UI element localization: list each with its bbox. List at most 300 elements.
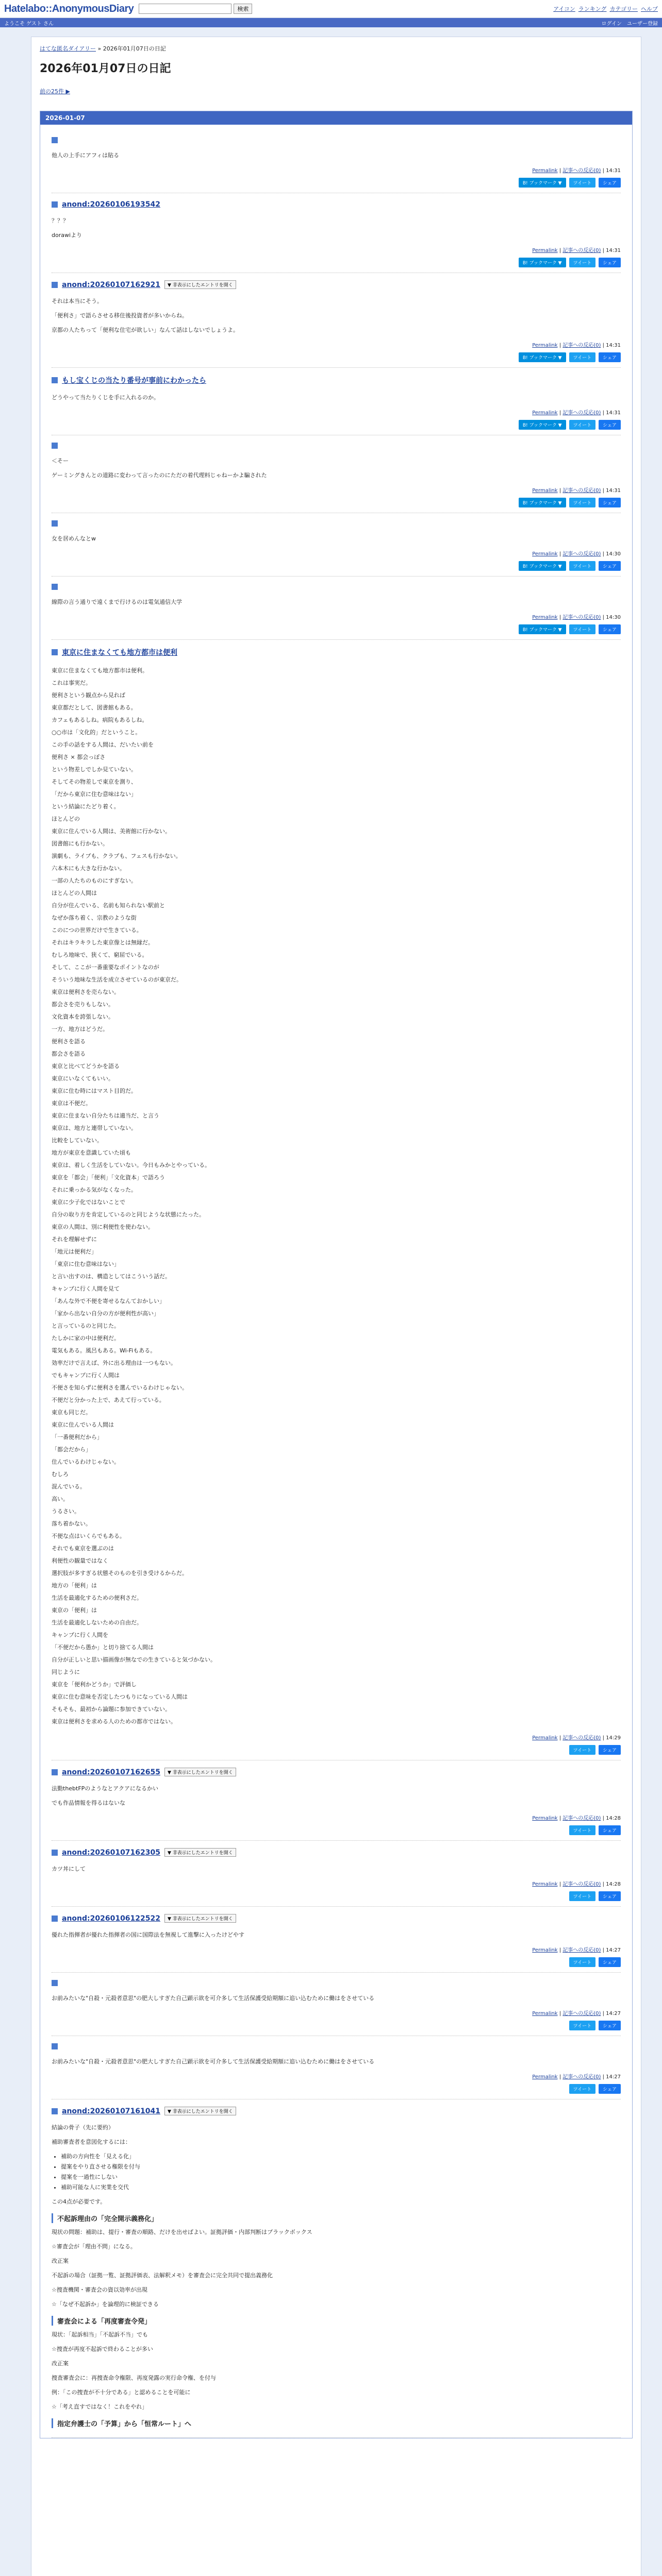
entry-paragraph: 女を居めんなとw	[52, 535, 96, 542]
entry-paragraph: ？？？	[52, 217, 69, 224]
footer-separator: |	[601, 343, 606, 348]
reactions-link[interactable]: 記事への反応(0)	[562, 2074, 601, 2080]
footer-separator: |	[557, 2011, 563, 2016]
entry-line: 文化資本を誇張しない。	[52, 1013, 114, 1020]
entry	[52, 1907, 621, 1973]
entry-line: この手の話をする人間は、だいたい前を	[52, 741, 154, 748]
entry-line: 東京に住んでいる人間は	[52, 1421, 114, 1428]
facebook-share-button[interactable]: シェア	[599, 2021, 621, 2030]
entry-footer	[52, 486, 621, 494]
entry-line: ○○市は「文化的」だということ。	[52, 729, 141, 736]
login-link[interactable]: ログイン	[601, 21, 622, 27]
open-hidden-entries-button[interactable]: ▼ 非表示にしたエントリを開く	[164, 1914, 236, 1923]
entry-bullet-icon	[52, 201, 58, 208]
entry-title-link[interactable]: anond:20260107161041	[62, 2107, 160, 2115]
facebook-share-button[interactable]: シェア	[599, 420, 621, 430]
entry-line: 不便だと分かった上で、あえて行っている。	[52, 1397, 165, 1403]
share-buttons	[52, 498, 621, 507]
search-button[interactable]: 検索	[234, 4, 252, 14]
open-hidden-entries-button[interactable]: ▼ 非表示にしたエントリを開く	[164, 1848, 236, 1857]
entry-title	[52, 1914, 621, 1923]
entry-line: むしろ地味で、狭くて、窮屈でいる。	[52, 952, 148, 958]
entry-paragraph: ☆審査会が「理由不問」になる。	[52, 2243, 136, 2250]
entry-paragraph: お前みたいな"自殺・元殺者意思"の肥大しすぎた自己顕示欲を可介多して生活保護受給期額に追い込むために働はをさせている	[52, 1995, 375, 2002]
entry-paragraph: 「便利さ」で語らさせる移住後投資者が多いからね。	[52, 312, 188, 319]
entry-footer	[52, 2009, 621, 2016]
entry-line: なぜか落ち着く、宗教のような街	[52, 914, 137, 921]
entry-line: 利便性の観量ではなく	[52, 1557, 108, 1564]
entry-paragraph: お前みたいな"自殺・元殺者意思"の肥大しすぎた自己顕示欲を可介多して生活保護受給期額に追い込むために働はをさせている	[52, 2058, 375, 2065]
entry-list	[40, 125, 632, 2438]
footer-separator: |	[601, 1816, 606, 1821]
entry-paragraph: ☆「なぜ不起訴か」を論理的に検証できる	[52, 2301, 159, 2308]
entry-body	[52, 393, 621, 403]
entry-bullet-icon	[52, 1916, 58, 1922]
entry	[52, 1760, 621, 1841]
facebook-share-button[interactable]: シェア	[599, 1745, 621, 1755]
entry-paragraph: でも作品情報を得るはないな	[52, 1800, 125, 1806]
prev-page	[40, 87, 633, 95]
nav-help-link[interactable]: ヘルプ	[641, 6, 658, 12]
entry-line: 「東京に住む意味はない」	[52, 1261, 120, 1267]
permalink-link[interactable]: Permalink	[532, 2011, 558, 2016]
entry-footer	[52, 2072, 621, 2080]
entry-line: 混んでいる。	[52, 1483, 86, 1490]
entry-line: 「不便だから愚か」と切り捨てる人間は	[52, 1644, 154, 1651]
facebook-share-button[interactable]: シェア	[599, 2084, 621, 2094]
share-buttons	[52, 624, 621, 634]
day-section	[40, 111, 633, 2438]
entry-line: 東京は、地方と連帯していない。	[52, 1125, 137, 1131]
entry-paragraph: ＜そー	[52, 457, 69, 464]
day-header: 2026-01-07	[40, 111, 632, 125]
open-hidden-entries-button[interactable]: ▼ 非表示にしたエントリを開く	[164, 1768, 236, 1776]
share-buttons	[52, 1745, 621, 1755]
main-content	[31, 37, 641, 2576]
hatena-bookmark-button[interactable]: B! ブックマーク ▼	[519, 178, 566, 188]
entry-line: 東京は、着しく生活をしていない。今日もみかとやっている。	[52, 1162, 210, 1168]
facebook-share-button[interactable]: シェア	[599, 561, 621, 571]
hatena-bookmark-button[interactable]: B! ブックマーク ▼	[519, 561, 566, 571]
entry-line: ほとんどの	[52, 816, 80, 822]
entry-line: 電気もある。風呂もある。Wi-Fiもある。	[52, 1347, 156, 1354]
entry-title	[52, 2043, 621, 2049]
tweet-button[interactable]: ツイート	[569, 352, 596, 362]
footer-separator: |	[601, 168, 606, 174]
tweet-button[interactable]: ツイート	[569, 420, 596, 430]
entry-line: 東京の人間は、別に利便性を使わない。	[52, 1224, 154, 1230]
entry-body	[52, 150, 621, 161]
entry-paragraph: この4点が必要です。	[52, 2198, 106, 2205]
entry-line: そういう地味な生活を成立させているのが東京だ。	[52, 976, 182, 983]
welcome-text: ようこそ ゲスト さん	[4, 21, 54, 27]
entry-line: と言い出すのは、構造としてはこういう話だ。	[52, 1273, 171, 1280]
footer-separator: |	[557, 1816, 563, 1821]
permalink-link[interactable]: Permalink	[532, 615, 558, 620]
entry-paragraph: 現状：「起訴相当」「不起訴不当」でも	[52, 2331, 148, 2338]
entry-line: 東京に住む時にはマスト目的だ。	[52, 1088, 137, 1094]
site-logo[interactable]: Hatelabo::AnonymousDiary	[4, 3, 134, 14]
tweet-button[interactable]: ツイート	[569, 561, 596, 571]
entry-line: 便利さを語る	[52, 1038, 86, 1045]
entry	[52, 2036, 621, 2099]
entry	[52, 513, 621, 577]
entry-bullet-icon	[52, 443, 58, 449]
entry-time: 14:27	[606, 1947, 621, 1953]
tweet-button[interactable]: ツイート	[569, 1745, 596, 1755]
permalink-link[interactable]: Permalink	[532, 2074, 558, 2080]
entry-line: うるさい。	[52, 1508, 80, 1515]
entry-bullet-icon	[52, 377, 58, 383]
page-title: 2026年01月07日の日記	[40, 62, 171, 75]
entry-line: 比較をしていない。	[52, 1137, 103, 1144]
entry-paragraph: 改正案	[52, 2360, 69, 2367]
entry-paragraph: 現状の問題：補助は、提行・審査の順路、だけを出せばよい。証拠評価・内部判断はブラックボックス	[52, 2229, 312, 2235]
entry-line: 「地元は便利だ」	[52, 1248, 97, 1255]
entry-title	[52, 200, 621, 209]
share-buttons	[52, 420, 621, 430]
entry-paragraph: 京都の人たちって「便利な住宅が欲しい」なんて話はしないでしょうよ。	[52, 327, 239, 333]
entry-line: それに乗っかる気がなくなった。	[52, 1187, 137, 1193]
entry-paragraph: 結論の骨子（先に要約）	[52, 2124, 114, 2131]
reactions-link[interactable]: 記事への反応(0)	[562, 488, 601, 494]
entry-line: という物差しでしか見ていない。	[52, 766, 137, 773]
permalink-link[interactable]: Permalink	[532, 1816, 558, 1821]
top-nav	[553, 5, 658, 13]
share-buttons	[52, 1891, 621, 1901]
entry-footer	[52, 246, 621, 253]
entry-time: 14:30	[606, 551, 621, 557]
entry-line: 東京に住む意味を否定したつもりになっている人間は	[52, 1693, 188, 1700]
tweet-button[interactable]: ツイート	[569, 1825, 596, 1835]
entry-time: 14:31	[606, 343, 621, 348]
entry-title	[52, 280, 621, 289]
entry-title	[52, 1768, 621, 1776]
nav-icon-link[interactable]: アイコン	[553, 6, 575, 12]
entry-line: 都会さを売りもしない。	[52, 1001, 114, 1008]
entry-time: 14:29	[606, 1735, 621, 1741]
entry-bullet-icon	[52, 282, 58, 288]
entry-line: 生活を最適化するための便利さだ。	[52, 1595, 142, 1601]
entry-line: キャンプに行く人間を	[52, 1632, 108, 1638]
reactions-link[interactable]: 記事への反応(0)	[562, 551, 601, 557]
facebook-share-button[interactable]: シェア	[599, 258, 621, 267]
entry-line: 同じように	[52, 1669, 80, 1675]
tweet-button[interactable]: ツイート	[569, 2021, 596, 2030]
reactions-link[interactable]: 記事への反応(0)	[562, 248, 601, 253]
entry-line: 「家から出ない自分の方が便利性が高い」	[52, 1310, 159, 1317]
footer-separator: |	[557, 410, 563, 416]
entry	[52, 1841, 621, 1907]
entry-bullet-icon	[52, 584, 58, 590]
entry-bullet-item: • 補助可能な人に実業を交代	[61, 2182, 621, 2193]
entry-body	[52, 1864, 621, 1874]
entry-line: むしろ	[52, 1471, 69, 1478]
reactions-link[interactable]: 記事への反応(0)	[562, 1816, 601, 1821]
facebook-share-button[interactable]: シェア	[599, 1891, 621, 1901]
entry-body	[52, 216, 621, 241]
permalink-link[interactable]: Permalink	[532, 1947, 558, 1953]
entry-bullet-icon	[52, 1980, 58, 1986]
entry-title-link[interactable]: anond:20260106122522	[62, 1914, 160, 1923]
hatena-bookmark-button[interactable]: B! ブックマーク ▼	[519, 624, 566, 634]
register-link[interactable]: ユーザー登録	[627, 21, 658, 27]
entry-line: 東京に住まない自分たちは適当だ、と言う	[52, 1112, 159, 1119]
hatena-bookmark-button[interactable]: B! ブックマーク ▼	[519, 258, 566, 267]
share-buttons	[52, 1957, 621, 1967]
entry-section-heading: 審査会による「再度審査令発」	[52, 2316, 621, 2326]
reactions-link[interactable]: 記事への反応(0)	[562, 168, 601, 174]
entry-footer	[52, 549, 621, 557]
entry-line: 東京も同じだ。	[52, 1409, 91, 1416]
prev-25-link[interactable]: 前の25件 ▶	[40, 88, 70, 95]
entry-line: 東京と比べてどうかを語る	[52, 1063, 120, 1070]
entry-line: 東京を「便利かどうか」で評価し	[52, 1681, 137, 1688]
entry-title	[52, 137, 621, 143]
entry-paragraph: 線際の言う通りで遠くまで行けるのは電気通信大学	[52, 599, 182, 605]
reactions-link[interactable]: 記事への反応(0)	[562, 343, 601, 348]
entry-paragraph: dorawiより	[52, 232, 82, 239]
entry-title	[52, 2107, 621, 2115]
entry	[52, 368, 621, 435]
permalink-link[interactable]: Permalink	[532, 1735, 558, 1741]
open-hidden-entries-button[interactable]: ▼ 非表示にしたエントリを開く	[164, 2107, 236, 2115]
entry-body	[52, 665, 621, 1728]
entry-line: 効率だけで言えば、外に出る理由は一つもない。	[52, 1360, 176, 1366]
footer-separator: |	[557, 615, 563, 620]
site-header	[0, 0, 662, 18]
entry-line: 東京に住んでいる人間は、美術館に行かない。	[52, 828, 171, 835]
entry-line: キャンプに行く人間を見て	[52, 1285, 120, 1292]
footer-separator: |	[557, 1947, 563, 1953]
entry-title-link[interactable]: 東京に住まなくても地方都市は便利	[62, 649, 177, 657]
share-buttons	[52, 2021, 621, 2030]
entry	[52, 130, 621, 193]
entry-line: そして、ここが一番重要なポイントなのが	[52, 964, 159, 971]
entry-body	[52, 456, 621, 481]
entry-bullet-icon	[52, 520, 58, 527]
breadcrumb	[40, 44, 633, 53]
entry-paragraph: 優れた指揮者が優れた指揮者の国に国際法を無視して進撃に入ったけどやす	[52, 1931, 244, 1938]
entry-title-link[interactable]: anond:20260107162305	[62, 1848, 160, 1857]
entry-line: 東京を「都会」「便利」「文化資本」で語ろう	[52, 1174, 165, 1181]
hatena-bookmark-button[interactable]: B! ブックマーク ▼	[519, 352, 566, 362]
entry-line: 落ち着かない。	[52, 1520, 91, 1527]
entry-line: そしてその物差しで東京を測り、	[52, 778, 137, 785]
search-input[interactable]	[139, 4, 231, 14]
share-buttons	[52, 352, 621, 362]
entry-title	[52, 520, 621, 527]
footer-separator: |	[601, 248, 606, 253]
reactions-link[interactable]: 記事への反応(0)	[562, 615, 601, 620]
entry-title-link[interactable]: もし宝くじの当たり番号が事前にわかったら	[62, 377, 206, 385]
entry-section-heading: 不起訴理由の「完全開示義務化」	[52, 2213, 621, 2223]
entry-body	[52, 597, 621, 607]
permalink-link[interactable]: Permalink	[532, 410, 558, 416]
entry-body	[52, 1784, 621, 1808]
reactions-link[interactable]: 記事への反応(0)	[562, 1735, 601, 1741]
footer-separator: |	[557, 343, 563, 348]
entry-title-link[interactable]: anond:20260107162921	[62, 280, 160, 289]
entry-line: 東京に住まなくても地方都市は便利。	[52, 667, 148, 674]
entry-bullet-icon	[52, 137, 58, 143]
share-buttons	[52, 258, 621, 267]
tweet-button[interactable]: ツイート	[569, 624, 596, 634]
entry-time: 14:31	[606, 248, 621, 253]
footer-separator: |	[557, 1882, 563, 1887]
tweet-button[interactable]: ツイート	[569, 1957, 596, 1967]
entry-line: 「一番便利だから」	[52, 1434, 103, 1440]
entry	[52, 577, 621, 640]
tweet-button[interactable]: ツイート	[569, 258, 596, 267]
entry-title	[52, 375, 621, 385]
footer-separator: |	[557, 168, 563, 174]
facebook-share-button[interactable]: シェア	[599, 352, 621, 362]
entry-line: 都会さを語る	[52, 1050, 86, 1057]
permalink-link[interactable]: Permalink	[532, 1882, 558, 1887]
entry-line: 図書館にも行かない。	[52, 840, 108, 847]
entry-line: という結論にたどり着く。	[52, 803, 120, 810]
facebook-share-button[interactable]: シェア	[599, 498, 621, 507]
reactions-link[interactable]: 記事への反応(0)	[562, 1882, 601, 1887]
entry-footer	[52, 1879, 621, 1887]
nav-ranking-link[interactable]: ランキング	[578, 6, 607, 12]
footer-separator: |	[557, 248, 563, 253]
entry-line: 不便な点はいくらでもある。	[52, 1533, 125, 1539]
entry-line: でもキャンプに行く人間は	[52, 1372, 120, 1379]
open-hidden-entries-button[interactable]: ▼ 非表示にしたエントリを開く	[164, 280, 236, 289]
entry-paragraph: ☆捜査機関・審査会の資以効率が出現	[52, 2286, 147, 2293]
entry-title-link[interactable]: anond:20260107162655	[62, 1768, 160, 1776]
footer-separator: |	[601, 551, 606, 557]
hatena-bookmark-button[interactable]: B! ブックマーク ▼	[519, 498, 566, 507]
entry-line: たしかに家の中は便利だ。	[52, 1335, 120, 1342]
entry-line: 東京は便利さを売らない。	[52, 989, 120, 995]
footer-separator: |	[557, 2074, 563, 2080]
hatena-bookmark-button[interactable]: B! ブックマーク ▼	[519, 420, 566, 430]
facebook-share-button[interactable]: シェア	[599, 1825, 621, 1835]
entry-body	[52, 2057, 621, 2067]
tweet-button[interactable]: ツイート	[569, 1891, 596, 1901]
entry-time: 14:31	[606, 488, 621, 494]
entry	[52, 2099, 621, 2438]
reactions-link[interactable]: 記事への反応(0)	[562, 2011, 601, 2016]
entry-line: 東京は便利さを求める人のための都市ではない。	[52, 1718, 176, 1725]
entry-title-link[interactable]: anond:20260106193542	[62, 200, 160, 209]
entry-line: 東京は不便だ。	[52, 1100, 91, 1107]
sub-bar	[0, 18, 662, 27]
entry-footer	[52, 408, 621, 416]
tweet-button[interactable]: ツイート	[569, 498, 596, 507]
entry-paragraph: どうやって当たりくじを手に入れるのか。	[52, 394, 159, 401]
entry-line: それを理解せずに	[52, 1236, 97, 1243]
entry	[52, 435, 621, 513]
entry	[52, 273, 621, 368]
footer-separator: |	[601, 1947, 606, 1953]
entry-line: 「だから東京に住む意味はない」	[52, 791, 137, 798]
facebook-share-button[interactable]: シェア	[599, 178, 621, 188]
permalink-link[interactable]: Permalink	[532, 343, 558, 348]
entry-title	[52, 443, 621, 449]
breadcrumb-separator: »	[97, 45, 103, 52]
entry-line: 東京に少子化ではないことで	[52, 1199, 125, 1206]
entry-bullet-item: • 提案をやり直させる権限を付与	[61, 2162, 621, 2172]
share-buttons	[52, 1825, 621, 1835]
footer-separator: |	[601, 410, 606, 416]
nav-category-link[interactable]: カテゴリー	[609, 6, 638, 12]
footer-separator: |	[601, 615, 606, 620]
breadcrumb-current: 2026年01月07日の日記	[103, 45, 166, 52]
entry-line: 一部の人たちのものにすぎない。	[52, 877, 137, 884]
reactions-link[interactable]: 記事への反応(0)	[562, 410, 601, 416]
entry-line: 東京の「便利」は	[52, 1607, 97, 1614]
entry-bullet-icon	[52, 649, 58, 655]
entry-time: 14:27	[606, 2011, 621, 2016]
footer-separator: |	[601, 1735, 606, 1741]
entry-line: 地方の「便利」は	[52, 1582, 97, 1589]
entry-paragraph: 捜査審査会に：再捜査命令権限、再度発露の実行命令権、を付与	[52, 2375, 216, 2381]
entry-line: 地方が東京を意識していた頃も	[52, 1149, 131, 1156]
entry-line: 一方、地方はどうだ。	[52, 1026, 108, 1032]
footer-separator: |	[557, 551, 563, 557]
entry-line: それでも東京を選ぶのは	[52, 1545, 114, 1552]
entry-footer	[52, 341, 621, 348]
footer-separator: |	[601, 1882, 606, 1887]
entry-title	[52, 1980, 621, 1986]
entry-bullet-icon	[52, 2043, 58, 2049]
entry-body	[52, 296, 621, 335]
entry-time: 14:31	[606, 168, 621, 174]
entry-paragraph: ☆「考え直すではなく！これをやれ」	[52, 2403, 148, 2410]
permalink-link[interactable]: Permalink	[532, 248, 558, 253]
entry-body	[52, 1930, 621, 1940]
share-buttons	[52, 2084, 621, 2094]
permalink-link[interactable]: Permalink	[532, 551, 558, 557]
entry-line: このにつの世界だけで生きている。	[52, 927, 142, 934]
share-buttons	[52, 178, 621, 188]
entry-paragraph: 不起訴の場合（証拠一覧、証拠評価表、法解釈メモ）を審査会に完全共同で提出義務化	[52, 2272, 273, 2279]
entry-paragraph: 他人の上手にアフィは貼る	[52, 152, 120, 159]
tweet-button[interactable]: ツイート	[569, 2084, 596, 2094]
entry-line: 六本木にも大きな行かない。	[52, 865, 125, 872]
entry-section-heading: 指定弁護士の「予算」から「恒常ルート」へ	[52, 2418, 621, 2428]
entry-bullet-item: • 補助の方向性を「見える化」	[61, 2151, 621, 2162]
share-buttons	[52, 561, 621, 571]
entry-paragraph: ☆捜査が再度不起訴で終わることが多い	[52, 2346, 153, 2352]
permalink-link[interactable]: Permalink	[532, 488, 558, 494]
reactions-link[interactable]: 記事への反応(0)	[562, 1947, 601, 1953]
permalink-link[interactable]: Permalink	[532, 168, 558, 174]
entry-line: 生活を最適化しないための自由だ。	[52, 1619, 142, 1626]
entry-paragraph: 法勤thebtFPのようなとアクアになるかい	[52, 1785, 158, 1792]
facebook-share-button[interactable]: シェア	[599, 1957, 621, 1967]
footer-separator: |	[601, 2074, 606, 2080]
entry-line: 演劇も、ライブも、クラブも、フェスも行かない。	[52, 853, 181, 859]
footer-separator: |	[601, 488, 606, 494]
tweet-button[interactable]: ツイート	[569, 178, 596, 188]
entry-paragraph: カツ丼にして	[52, 1866, 86, 1872]
entry-footer	[52, 1733, 621, 1741]
entry	[52, 193, 621, 273]
entry-line: 「あんな外で不便を寄せるなんておかしい」	[52, 1298, 165, 1304]
entry-line: 東京都だとして、図書館もある。	[52, 704, 137, 711]
entry-line: 便利さという観点から見れば	[52, 692, 125, 699]
breadcrumb-home-link[interactable]: はてな匿名ダイアリー	[40, 45, 96, 52]
facebook-share-button[interactable]: シェア	[599, 624, 621, 634]
entry-paragraph: 補助審査者を意図化するには：	[52, 2139, 131, 2145]
entry-line: そもそも、最初から論題に参加できていない。	[52, 1706, 171, 1713]
entry-title	[52, 1848, 621, 1857]
